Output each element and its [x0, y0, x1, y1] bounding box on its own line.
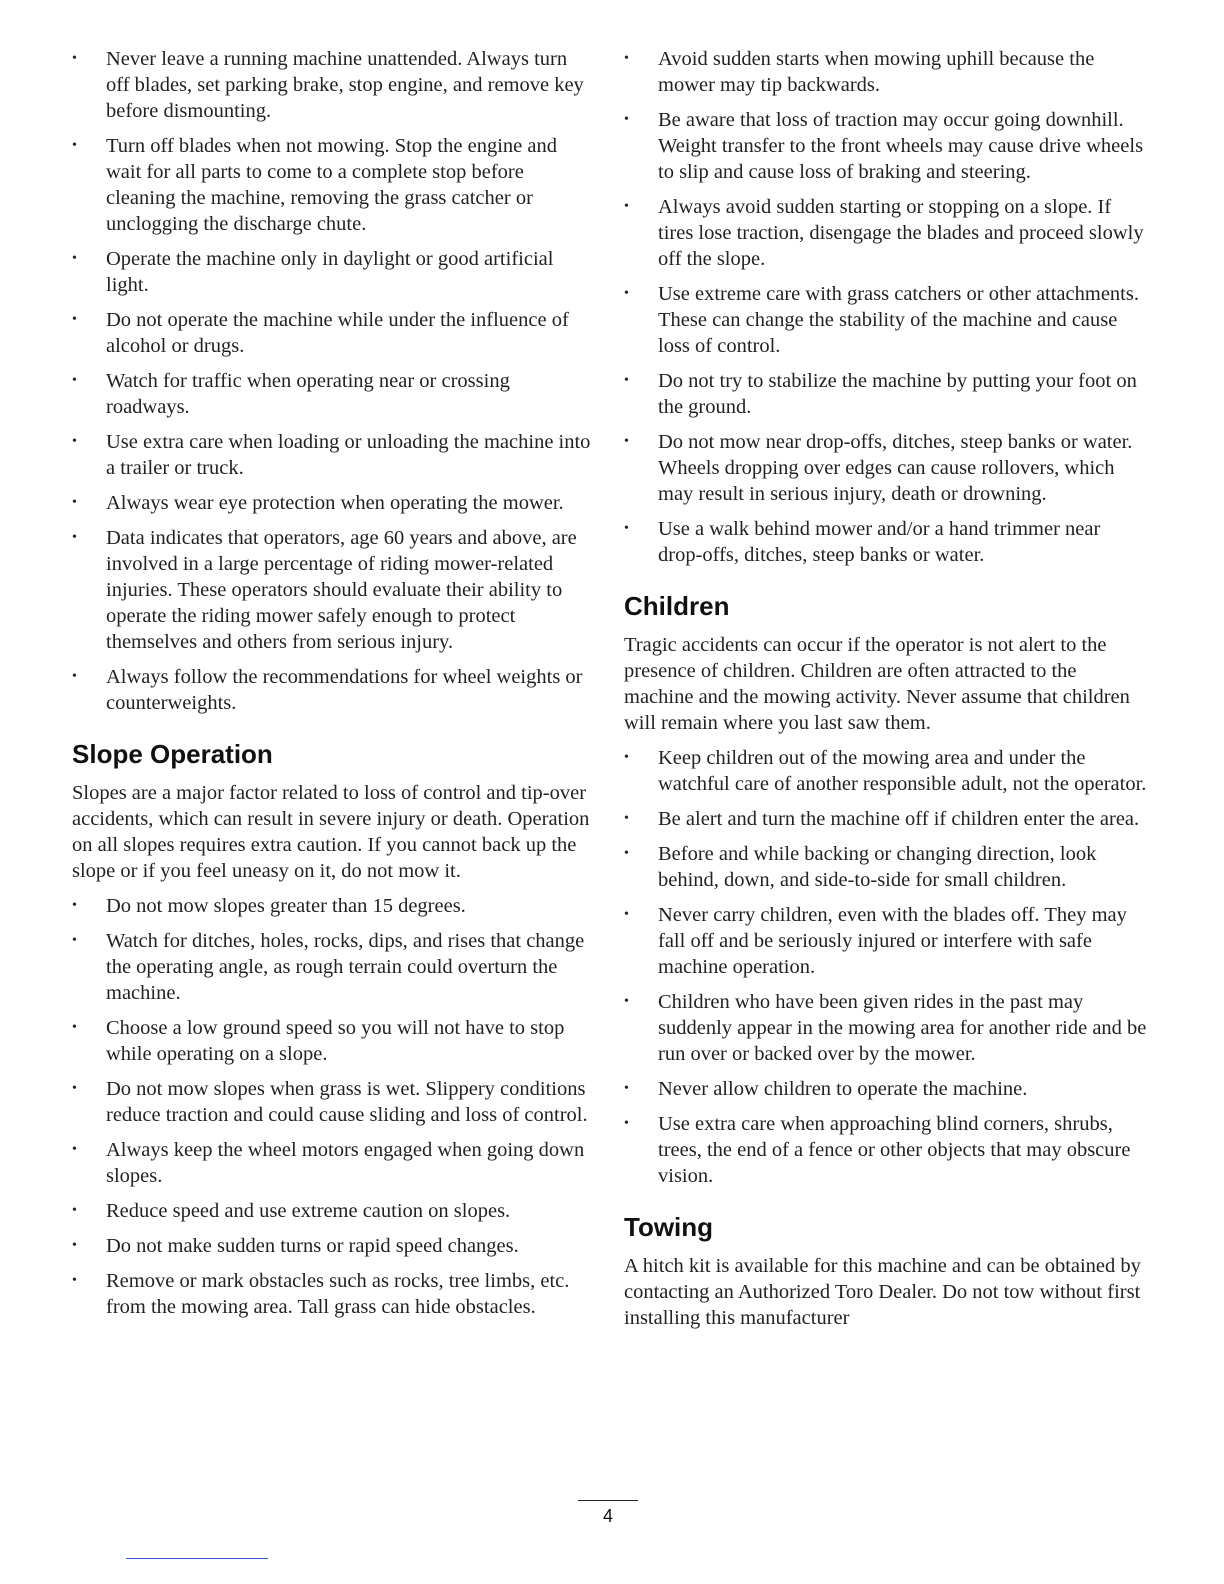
list-item-text: Children who have been given rides in the past may suddenly appear in the mowing area for another ride and be run over or backed over by the mower.: [658, 991, 1147, 1065]
bullet-icon: •: [624, 994, 629, 1009]
bullet-icon: •: [72, 51, 77, 66]
list-item: [72, 46, 594, 124]
bullet-icon: •: [624, 51, 629, 66]
list-item-text: Data indicates that operators, age 60 years and above, are involved in a large percentage of riding mower-related injuries. These operators should evaluate their ability to operate the riding mower safely enough to protect themselves and others from serious injury.: [106, 527, 577, 653]
bullet-icon: •: [72, 1238, 77, 1253]
list-item: [624, 841, 1148, 893]
list-item: [72, 525, 594, 655]
bullet-icon: •: [624, 1116, 629, 1131]
right-column: [624, 46, 1148, 1340]
list-item-text: Do not make sudden turns or rapid speed changes.: [106, 1235, 519, 1257]
list-item-text: Use extra care when approaching blind corners, shrubs, trees, the end of a fence or other objects that may obscure vision.: [658, 1113, 1131, 1187]
list-item: [72, 429, 594, 481]
slope-operation-list: [72, 893, 594, 1320]
list-item: [624, 194, 1148, 272]
list-item: [624, 1076, 1148, 1102]
bullet-icon: •: [624, 286, 629, 301]
list-item-text: Reduce speed and use extreme caution on slopes.: [106, 1200, 511, 1222]
list-item: [72, 307, 594, 359]
list-item: [624, 745, 1148, 797]
children-list: [624, 745, 1148, 1189]
list-item: [72, 1076, 594, 1128]
corner-rule: [126, 1558, 268, 1559]
children-intro: Tragic accidents can occur if the operator is not alert to the presence of children. Children are often attracted to the machine and the mowing activity. Never assume that children will remain where you last saw them.: [624, 634, 1130, 734]
list-item: [72, 1268, 594, 1320]
list-item-text: Always follow the recommendations for wheel weights or counterweights.: [106, 666, 583, 714]
bullet-icon: •: [624, 434, 629, 449]
list-item: [624, 806, 1148, 832]
bullet-icon: •: [72, 1273, 77, 1288]
bullet-icon: •: [72, 138, 77, 153]
list-item: [72, 928, 594, 1006]
bullet-icon: •: [72, 495, 77, 510]
bullet-icon: •: [72, 434, 77, 449]
list-item-text: Never carry children, even with the blades off. They may fall off and be seriously injured or interfere with safe machine operation.: [658, 904, 1127, 978]
children-heading: Children: [624, 591, 730, 621]
bullet-icon: •: [624, 1081, 629, 1096]
bullet-icon: •: [72, 1020, 77, 1035]
bullet-icon: •: [72, 933, 77, 948]
list-item: [72, 1233, 594, 1259]
bullet-icon: •: [72, 1142, 77, 1157]
bullet-icon: •: [624, 521, 629, 536]
bullet-icon: •: [624, 846, 629, 861]
bullet-icon: •: [72, 312, 77, 327]
list-item-text: Remove or mark obstacles such as rocks, tree limbs, etc. from the mowing area. Tall grass can hide obstacles.: [106, 1270, 570, 1318]
list-item-text: Turn off blades when not mowing. Stop the engine and wait for all parts to come to a complete stop before cleaning the machine, removing the grass catcher or unclogging the discharge chute.: [106, 135, 557, 235]
list-item: [72, 246, 594, 298]
list-item: [624, 107, 1148, 185]
bullet-icon: •: [624, 750, 629, 765]
bullet-icon: •: [624, 112, 629, 127]
bullet-icon: •: [72, 1081, 77, 1096]
list-item-text: Always wear eye protection when operating the mower.: [106, 492, 564, 514]
bullet-icon: •: [624, 907, 629, 922]
list-item-text: Be alert and turn the machine off if children enter the area.: [658, 808, 1140, 830]
list-item-text: Always keep the wheel motors engaged when going down slopes.: [106, 1139, 585, 1187]
list-item: [624, 989, 1148, 1067]
list-item-text: Choose a low ground speed so you will not have to stop while operating on a slope.: [106, 1017, 565, 1065]
list-item-text: Watch for traffic when operating near or crossing roadways.: [106, 370, 510, 418]
list-item: [72, 490, 594, 516]
list-item-text: Avoid sudden starts when mowing uphill because the mower may tip backwards.: [658, 48, 1095, 96]
left-column: [72, 46, 594, 1329]
page-number: 4: [602, 1506, 613, 1526]
list-item-text: Do not try to stabilize the machine by putting your foot on the ground.: [658, 370, 1137, 418]
towing-text: A hitch kit is available for this machine and can be obtained by contacting an Authorized Toro Dealer. Do not tow without first installing this manufacturer: [624, 1255, 1141, 1329]
list-item-text: Do not mow slopes greater than 15 degrees.: [106, 895, 466, 917]
list-item-text: Before and while backing or changing direction, look behind, down, and side-to-side for small children.: [658, 843, 1097, 891]
slope-operation-heading: Slope Operation: [72, 739, 273, 769]
list-item-text: Use extra care when loading or unloading the machine into a trailer or truck.: [106, 431, 591, 479]
list-item: [72, 368, 594, 420]
list-item-text: Be aware that loss of traction may occur going downhill. Weight transfer to the front wheels may cause drive wheels to slip and cause loss of braking and steering.: [658, 109, 1144, 183]
list-item: [624, 1111, 1148, 1189]
bullet-icon: •: [624, 373, 629, 388]
list-item: [72, 133, 594, 237]
list-item: [624, 46, 1148, 98]
list-item: [624, 516, 1148, 568]
list-item-text: Operate the machine only in daylight or good artificial light.: [106, 248, 554, 296]
list-item-text: Never allow children to operate the machine.: [658, 1078, 1028, 1100]
towing-heading: Towing: [624, 1212, 714, 1242]
list-item: [624, 368, 1148, 420]
list-item: [72, 664, 594, 716]
list-item-text: Keep children out of the mowing area and under the watchful care of another responsible adult, not the operator.: [658, 747, 1147, 795]
list-item: [624, 902, 1148, 980]
bullet-icon: •: [72, 1203, 77, 1218]
list-item-text: Use extreme care with grass catchers or other attachments. These can change the stability of the machine and cause loss of control.: [658, 283, 1139, 357]
list-item-text: Do not mow near drop-offs, ditches, steep banks or water. Wheels dropping over edges can cause rollovers, which may result in serious injury, death or drowning.: [658, 431, 1133, 505]
list-item: [72, 893, 594, 919]
list-item-text: Watch for ditches, holes, rocks, dips, and rises that change the operating angle, as rough terrain could overturn the machine.: [106, 930, 585, 1004]
list-item: [624, 429, 1148, 507]
list-item: [72, 1015, 594, 1067]
bullet-icon: •: [624, 811, 629, 826]
bullet-icon: •: [72, 898, 77, 913]
slope-operation-intro: Slopes are a major factor related to loss of control and tip-over accidents, which can result in severe injury or death. Operation on all slopes requires extra caution. If you cannot back up the slope or if you feel uneasy on it, do not mow it.: [72, 782, 590, 882]
list-item: [624, 281, 1148, 359]
list-item-text: Never leave a running machine unattended. Always turn off blades, set parking brake, stop engine, and remove key before dismounting.: [106, 48, 584, 122]
list-item: [72, 1198, 594, 1224]
bullet-icon: •: [72, 669, 77, 684]
list-item-text: Do not mow slopes when grass is wet. Slippery conditions reduce traction and could cause sliding and loss of control.: [106, 1078, 588, 1126]
list-item-text: Always avoid sudden starting or stopping on a slope. If tires lose traction, disengage the blades and proceed slowly off the slope.: [658, 196, 1144, 270]
slope-safety-list: [624, 46, 1148, 568]
list-item-text: Use a walk behind mower and/or a hand trimmer near drop-offs, ditches, steep banks or water.: [658, 518, 1101, 566]
list-item-text: Do not operate the machine while under the influence of alcohol or drugs.: [106, 309, 569, 357]
footer-rule: [578, 1500, 638, 1501]
bullet-icon: •: [72, 373, 77, 388]
general-safety-list: [72, 46, 594, 716]
bullet-icon: •: [624, 199, 629, 214]
list-item: [72, 1137, 594, 1189]
bullet-icon: •: [72, 251, 77, 266]
bullet-icon: •: [72, 530, 77, 545]
